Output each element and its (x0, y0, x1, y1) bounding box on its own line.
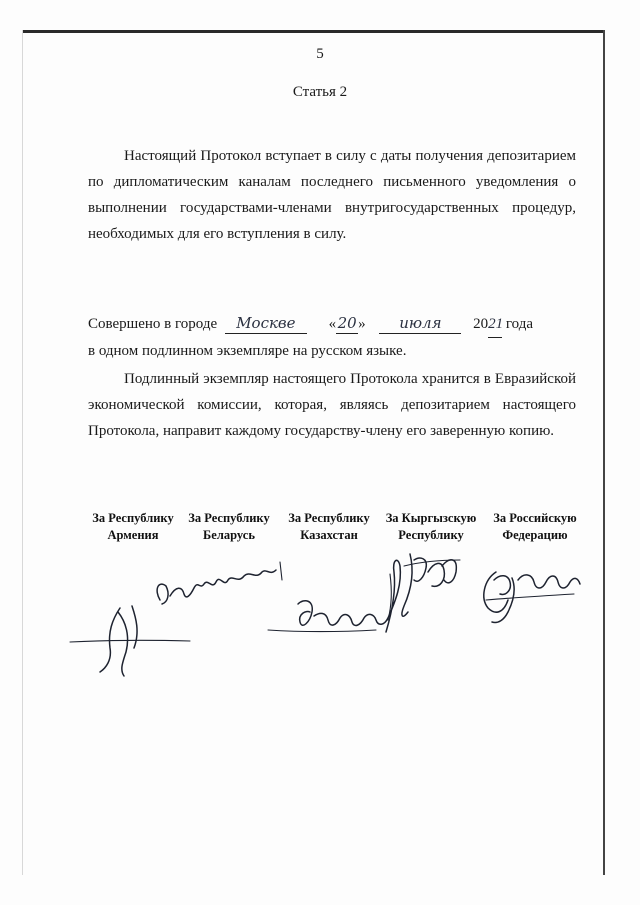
signature-kazakhstan (268, 560, 400, 632)
done-at-line (88, 311, 588, 338)
done-language-line: в одном подлинном экземпляре на русском языке. (88, 343, 407, 359)
quote-close: » (358, 316, 366, 332)
party-belarus-line2: Беларусь (203, 528, 255, 542)
party-kazakhstan-line2: Казахстан (300, 528, 358, 542)
article-title: Статья 2 (292, 84, 348, 100)
signature-kyrgyzstan (388, 554, 460, 620)
paragraph-original-copy: Подлинный экземпляр настоящего Протокола хранится в Евразийской экономической комиссии, которая, являясь депозитарием настоящего Протокола, направит каждому государству-члену его заверенную копию. (88, 371, 576, 439)
quote-open: « (328, 316, 337, 332)
party-belarus (174, 510, 284, 544)
page-number: 5 (316, 46, 324, 62)
party-armenia-line1: За Республику (92, 511, 174, 525)
party-kyrgyzstan (376, 510, 486, 544)
year-suffix-field: 21 (488, 311, 502, 338)
party-kazakhstan (274, 510, 384, 544)
signature-russia (484, 572, 580, 623)
signature-armenia (70, 562, 282, 676)
page-right-border (603, 30, 605, 875)
party-belarus-line1: За Республику (188, 511, 270, 525)
party-kazakhstan-line1: За Республику (288, 511, 370, 525)
signatory-parties (78, 510, 598, 550)
city-field: Москве (225, 314, 307, 334)
year-prefix: 20 (473, 316, 489, 332)
paragraph-entry-into-force: Настоящий Протокол вступает в силу с даты получения депозитарием по дипломатическим каналам последнего письменного уведомления о выполнении государствами-членами внутригосударственных процедур, необходимых для его вступления в силу. (88, 148, 576, 242)
month-field: июля (379, 314, 461, 334)
party-armenia-line2: Армения (107, 528, 159, 542)
party-russia-line1: За Российскую (493, 511, 577, 525)
party-kyrgyzstan-line1: За Кыргызскую (385, 511, 477, 525)
party-russia-line2: Федерацию (502, 528, 568, 542)
party-kyrgyzstan-line2: Республику (398, 528, 464, 542)
page-left-edge (22, 30, 23, 875)
page-top-border (22, 30, 604, 33)
done-prefix: Совершено в городе (88, 316, 218, 332)
day-field: 20 (337, 314, 357, 332)
party-armenia (78, 510, 188, 544)
year-word: года (505, 316, 534, 332)
party-russia (480, 510, 590, 544)
